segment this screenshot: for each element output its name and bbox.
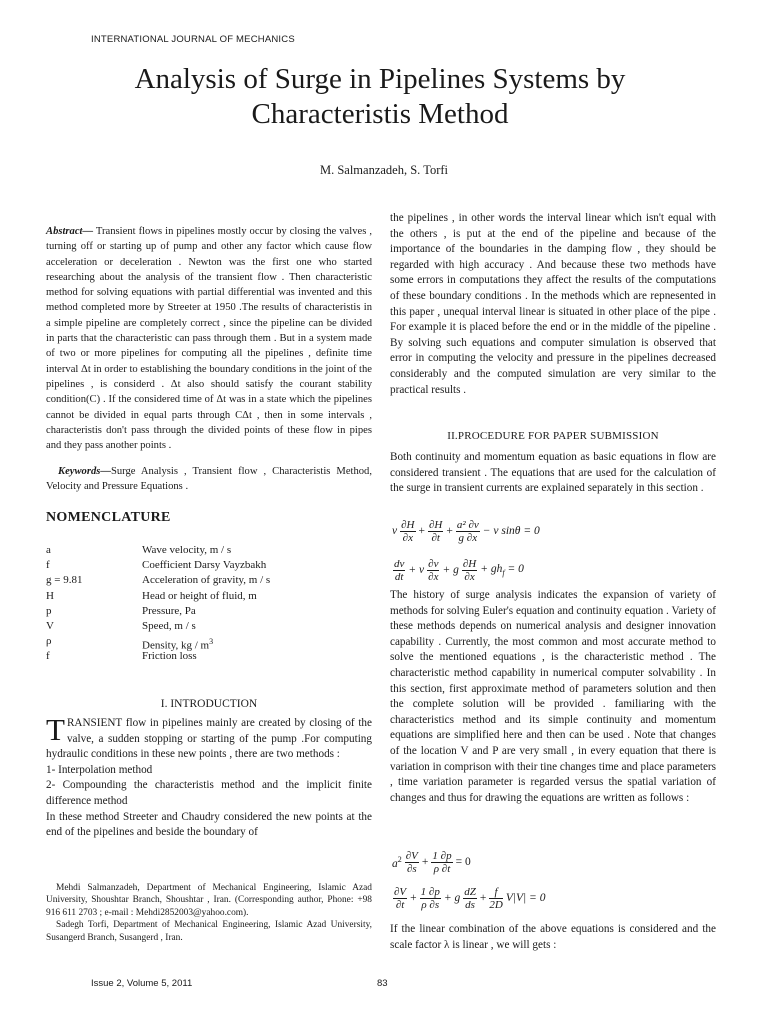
nomenclature-symbol: f [46, 650, 50, 663]
eq-term [392, 855, 402, 870]
abstract [46, 224, 372, 453]
nomenclature-description: Speed, m / s [142, 619, 196, 632]
keywords [46, 464, 372, 495]
paragraph-boundary-methods: the pipelines , in other words the interval linear which isn't equal with the others , is put at the end of the pipeline and because of the importance of the boundaries in the damping flow , they should be regarded with high accuracy . And because these two methods have some errors in computations they affect the results of the computations of these boundary conditions . In the methods which are repnesented in this paper , unequal interval linear is situated in other place of the pipe . For example it is placed before the end or in the middle of the pipeline . By solving such equations and computer simulation is observed that error in computing the velocity and pressure in the pipelines decreased considerably and the computed simulation are very similar to the practical results . [390, 212, 716, 396]
eq-lead: a [392, 857, 398, 870]
eq-denominator: ∂s [406, 862, 417, 875]
eq-tail: + gh [480, 562, 503, 575]
journal-header: INTERNATIONAL JOURNAL OF MECHANICS [91, 34, 295, 45]
nomenclature-row [46, 589, 372, 604]
nomenclature-description: Head or height of fluid, m [142, 589, 257, 602]
title-line-1: Analysis of Surge in Pipelines Systems by [134, 63, 626, 95]
eq-operator: + [479, 892, 487, 904]
nomenclature-row [46, 649, 372, 664]
paragraph-linear-combination: If the linear combination of the above equations is considered and the scale factor λ is linear , we will gets : [390, 923, 716, 951]
paragraph-basic-equations: Both continuity and momentum equation as basic equations in flow are considered transient . The equations that are used for the calculation of the surge in transient currents are explained separately in this section . [390, 451, 716, 495]
abstract-text: Transient flows in pipelines mostly occur by closing the valves , turning off or starting up of pump and other any factor which cause flow acceleration or deceleration . Newton was the first one who started researching about the analysis of the transient flow . Then characteristic method for solving equations with partial differential was invented and this method completed more by Streeter at 1950 .The results of characteristis in a simple pipeline are completely correct , since the pipeline can be divided in parts that the characteristic can pass through them . But in a system made of two or more pipelines for computing all the pipelines , definite time interval Δt in order to establishing the boundary conditions in the joint of the pipelines , is considerd . Δt also should satisfy the courant stability condition(C) . If the considered time of Δt was in a state which the pipelines cannot be divided in equal parts through CΔt , then in some intervals , characteristis don't pass through the divided points of these flow in pipes and they pass another points . [46, 226, 372, 452]
nomenclature-symbol: H [46, 589, 54, 602]
keywords-label: Keywords— [58, 466, 111, 477]
nomenclature-description [142, 634, 372, 652]
eq-superscript: 2 [397, 854, 402, 864]
footnote-author-2: Sadegh Torfi, Department of Mechanical Engineering, Islamic Azad University, Susangerd Branch, Susangerd , Iran. [46, 920, 372, 943]
right-column-mid [390, 450, 716, 497]
eq-fraction [428, 519, 443, 544]
eq-fraction [427, 558, 439, 583]
issue-footer: Issue 2, Volume 5, 2011 [91, 978, 193, 989]
eq-denominator: ∂t [431, 531, 440, 544]
method-item-1: 1- Interpolation method [46, 763, 153, 776]
density-exponent: 3 [209, 637, 214, 647]
nomenclature-symbol: ρ [46, 635, 52, 648]
eq-term: + g [442, 564, 459, 576]
eq-denominator: 2D [489, 898, 503, 911]
eq-numerator: ∂H [462, 557, 477, 570]
nomenclature-symbol: f [46, 559, 50, 572]
nomenclature-row [46, 634, 372, 652]
eq-denominator: ds [465, 898, 475, 911]
intro-paragraph-1: RANSIENT flow in pipelines mainly are created by closing of the valve, a sudden stopping or starting of the pump .For computing hydraulic conditions in these new points , there are two methods : [46, 717, 372, 761]
introduction-heading: I. INTRODUCTION [160, 698, 258, 710]
eq-fraction [393, 558, 405, 583]
eq-numerator: ∂v [428, 557, 439, 570]
intro-paragraph-2: In these method Streeter and Chaudry considered the new points at the end of the pipelines and beside the boundary of [46, 810, 372, 839]
nomenclature-description: Pressure, Pa [142, 604, 196, 617]
eq-operator: + [410, 892, 417, 904]
paper-title [60, 62, 700, 132]
eq-denominator: ρ ∂t [433, 862, 451, 875]
eq-operator: + [418, 525, 425, 537]
nomenclature-row [46, 558, 372, 573]
eq-numerator: ∂H [429, 518, 443, 531]
eq-denominator: ∂t [395, 898, 405, 911]
eq-fraction [463, 886, 477, 911]
eq-denominator: ∂x [428, 570, 439, 583]
footnote-author-1: Mehdi Salmanzadeh, Department of Mechanical Engineering, Islamic Azad University, Shoushtar Branch, Shoushtar , Iran. (Corresponding author, Phone: +98 916 611 2703 ; e-mail : Mehdi2852003@yahoo.com). [46, 883, 372, 918]
author-footnote [46, 882, 372, 944]
eq-term: = 0 [455, 856, 471, 868]
eq-denominator: g ∂x [458, 531, 478, 544]
equation-simplified-continuity [392, 848, 471, 876]
eq-operator: + [421, 856, 429, 868]
eq-numerator: 1 ∂p [420, 885, 440, 898]
method-item-2: 2- Compounding the characteristis method and the implicit finite difference method [46, 779, 372, 807]
eq-fraction [400, 519, 415, 544]
eq-numerator: dZ [464, 885, 476, 898]
eq-numerator: f [489, 886, 502, 899]
nomenclature-row [46, 543, 372, 558]
eq-fraction [420, 886, 441, 911]
nomenclature-description: Coefficient Darsy Vayzbakh [142, 559, 267, 572]
eq-denominator: ∂x [464, 570, 475, 583]
nomenclature-row [46, 573, 372, 588]
eq-term: − v sinθ = 0 [482, 525, 540, 537]
nomenclature-description: Wave velocity, m / s [142, 544, 232, 556]
eq-term [480, 563, 524, 577]
eq-term: + g [443, 892, 461, 904]
nomenclature-row [46, 619, 372, 634]
authors: M. Salmanzadeh, S. Torfi [319, 163, 449, 177]
eq-operator: + [446, 525, 453, 537]
eq-subscript: f [502, 568, 505, 578]
eq-fraction [405, 850, 419, 875]
eq-term: v [392, 525, 398, 537]
eq-numerator: dv [394, 557, 405, 570]
section-heading: II.PROCEDURE FOR PAPER SUBMISSION [447, 430, 659, 442]
introduction-body [46, 712, 372, 841]
abstract-label: Abstract— [46, 226, 94, 237]
density-unit: Density, kg / m [142, 639, 210, 652]
page-number: 83 [377, 978, 388, 989]
nomenclature-description: Friction loss [142, 650, 197, 663]
equation-simplified-momentum [392, 884, 545, 912]
eq-fraction [431, 850, 452, 875]
eq-fraction [462, 558, 477, 583]
equation-continuity [392, 517, 540, 545]
nomenclature-description: Acceleration of gravity, m / s [142, 574, 271, 587]
eq-term: + v [408, 564, 425, 576]
equation-momentum [392, 556, 524, 584]
right-column-top [390, 211, 716, 398]
keywords-text: Surge Analysis , Transient flow , Characteristis Method, Velocity and Pressure Equations . [46, 466, 372, 493]
paragraph-surge-history: The history of surge analysis indicates the expansion of variety of methods for solving Euler's equation and continuity equation . Variety of these methods depends on numerical analysis and designer innovation capability . Currently, the most common and most accurate method to solve the mentioned equations , is the characteristic method . The characteristic method capability in numerical computer solvability . In this section, first approximate method of parameters solution and then the complete solution will be provided . familiaring with the characteristics method and its simple continuity and momentum equations are simplified here and then can be used . Note that changes of the location V and P are very small , in every equation that there is variation in comprison with their tine changes time and place parameters , time variation parameter is regarded versus the spatial variation of changes and thus for drawing the equations are written as follows : [390, 589, 716, 804]
eq-term: V|V| = 0 [505, 892, 546, 904]
nomenclature-table [46, 543, 372, 665]
eq-numerator: ∂H [401, 518, 415, 531]
eq-numerator: ∂V [405, 849, 418, 862]
eq-end: = 0 [504, 562, 524, 575]
eq-fraction [489, 886, 502, 911]
eq-fraction [393, 886, 407, 911]
eq-denominator: ρ ∂s [421, 898, 440, 911]
eq-numerator: a² ∂v [456, 518, 479, 531]
nomenclature-symbol: g = 9.81 [46, 574, 83, 587]
eq-denominator: dt [394, 570, 404, 583]
eq-numerator: 1 ∂p [432, 849, 452, 862]
drop-cap: T [46, 712, 65, 747]
eq-fraction [456, 519, 480, 544]
nomenclature-row [46, 604, 372, 619]
right-column-end [390, 922, 716, 953]
nomenclature-symbol: a [46, 544, 51, 556]
nomenclature-symbol: V [46, 619, 54, 632]
title-line-2: Characteristis Method [251, 98, 509, 130]
right-column-body [390, 588, 716, 806]
nomenclature-symbol: p [46, 604, 52, 617]
nomenclature-heading: NOMENCLATURE [46, 510, 171, 525]
eq-numerator: ∂V [394, 885, 407, 898]
eq-denominator: ∂x [402, 531, 413, 544]
